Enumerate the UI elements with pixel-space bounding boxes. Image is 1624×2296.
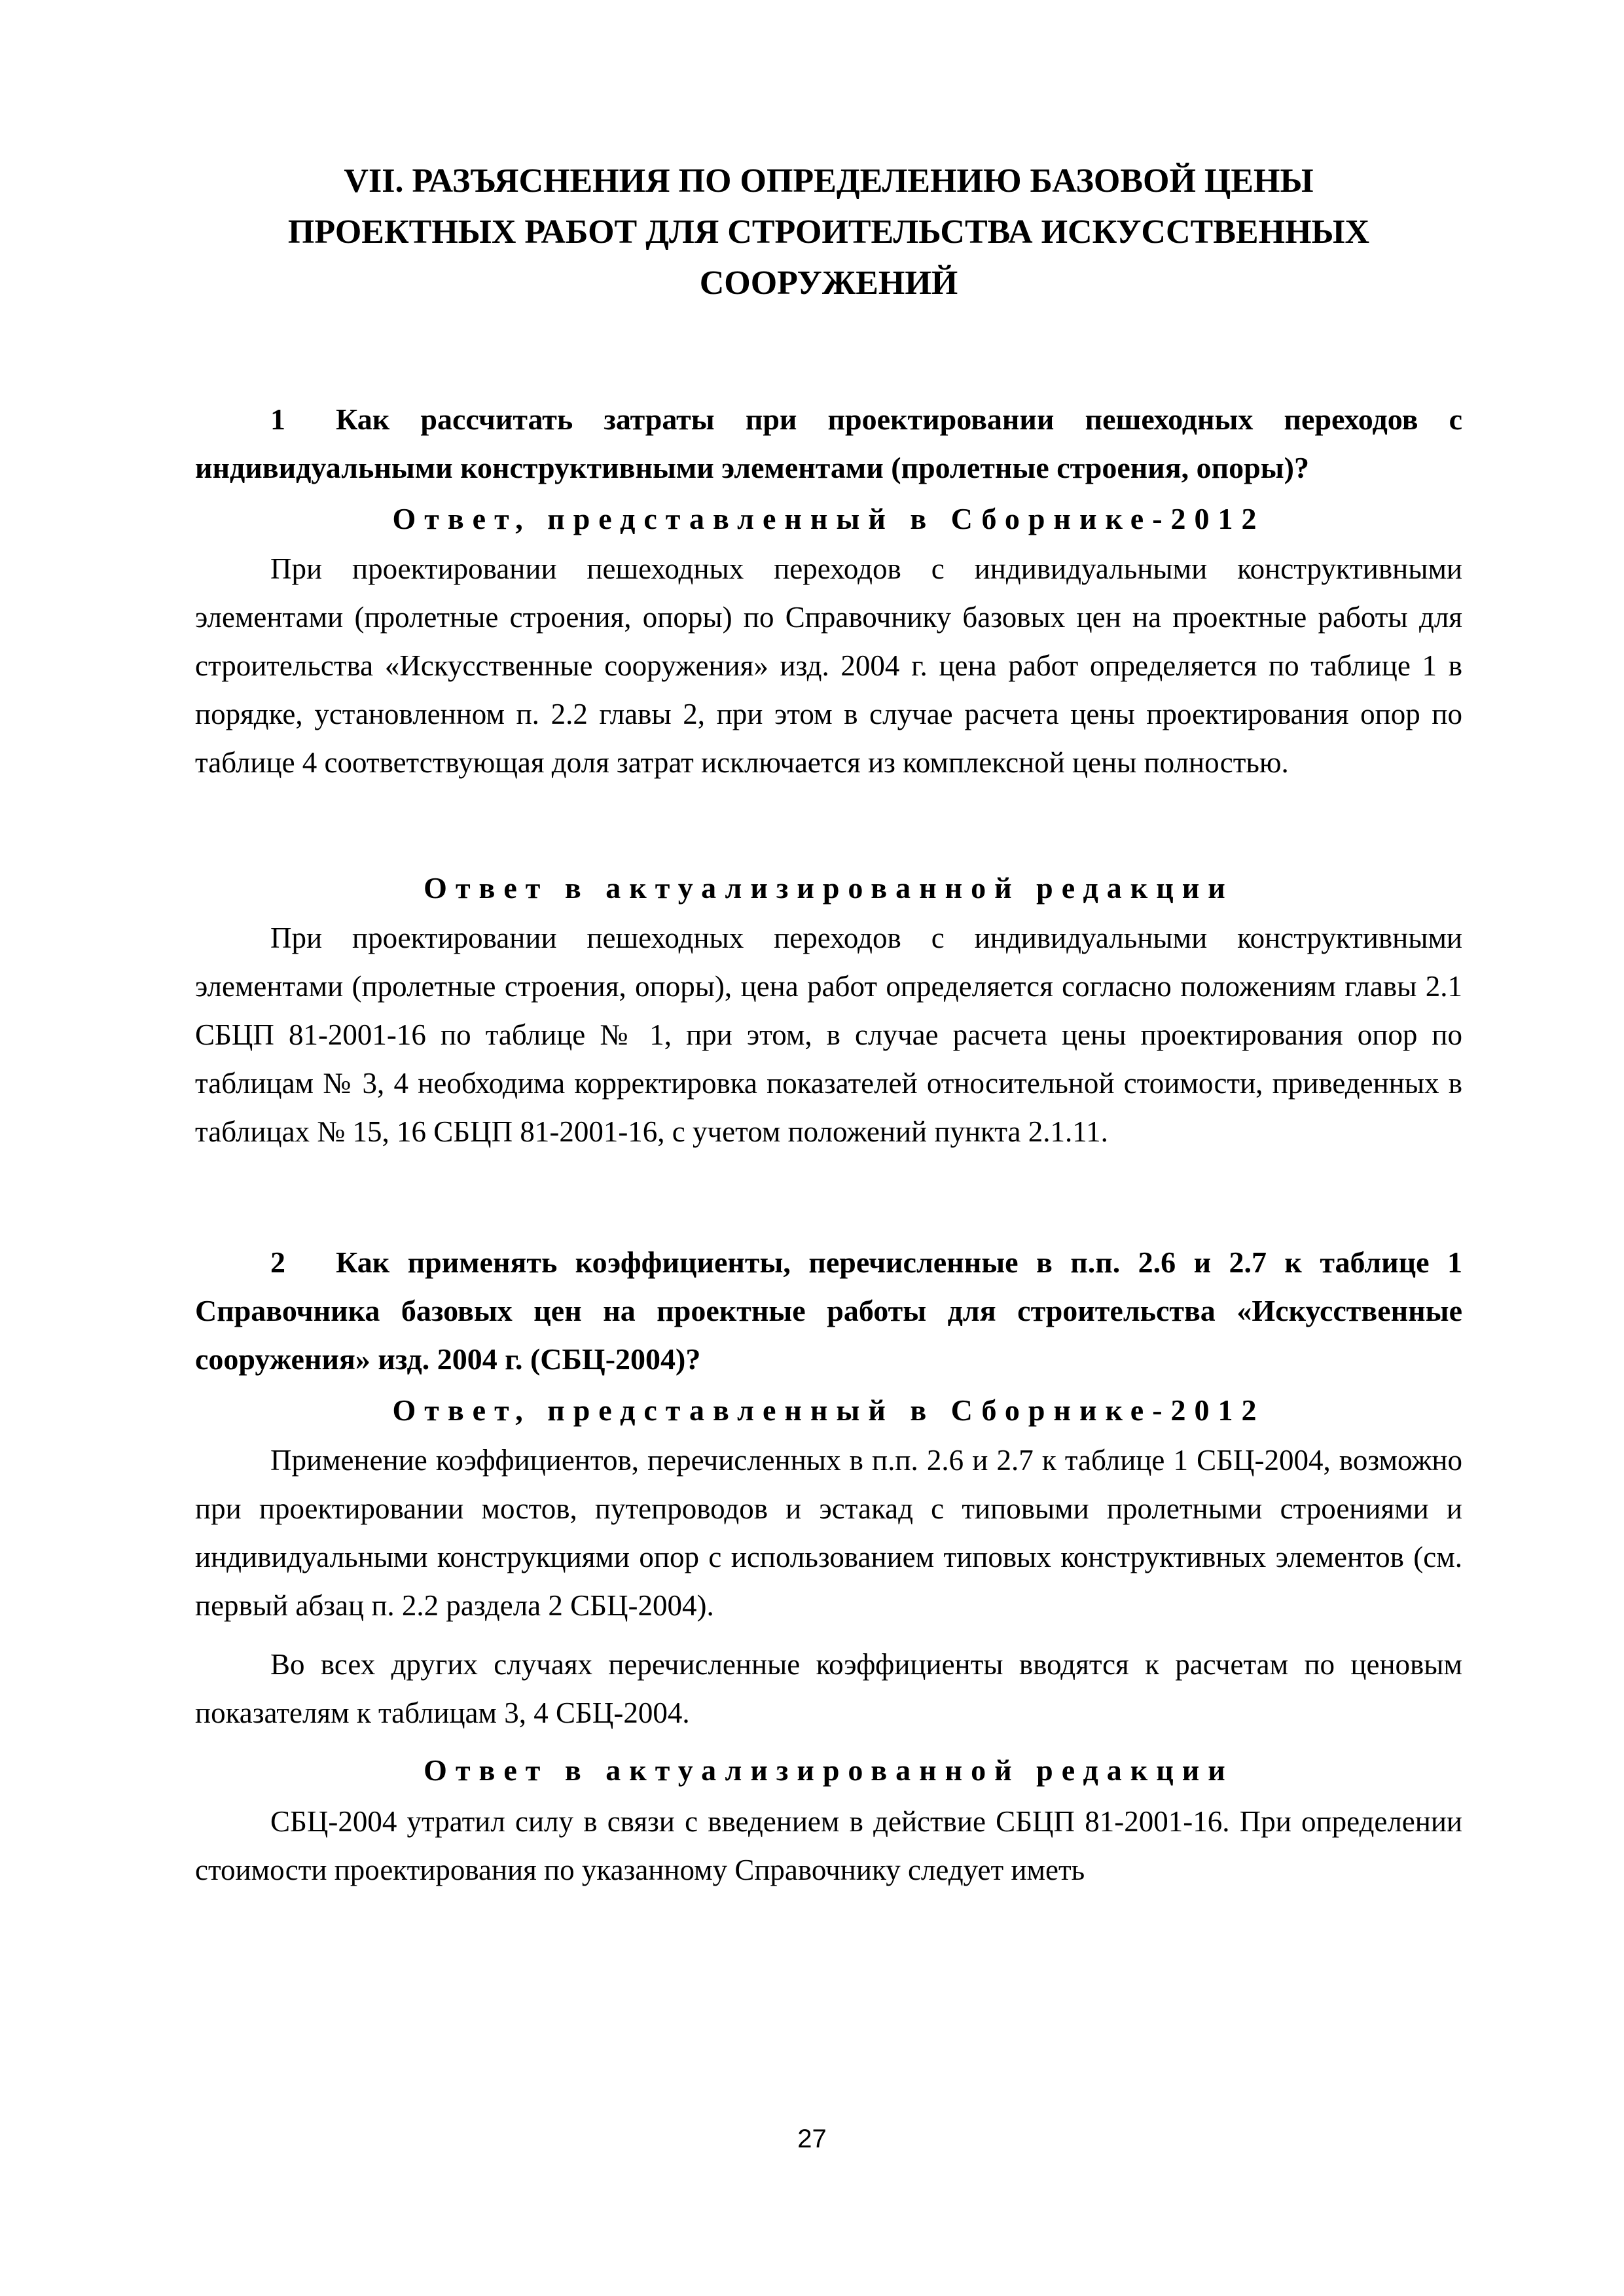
question-1-text: Как рассчитать затраты при проектировании пешеходных переходов с индивидуальными конструктивными элементами (пролетные строения, опоры)? [195, 403, 1462, 484]
q1-answer-2012-heading: Ответ, представленный в Сборнике-2012 [392, 502, 1265, 535]
q2-answer-updated-paragraph-1: СБЦ-2004 утратил силу в связи с введением в действие СБЦП 81-2001-16. При определении стоимости проектирования по указанному Справочнику следует иметь [195, 1805, 1462, 1886]
question-2 [195, 1238, 1462, 1384]
q2-answer-updated-heading: Ответ в актуализированной редакции [424, 1753, 1234, 1787]
q1-answer-updated-heading: Ответ в актуализированной редакции [424, 871, 1234, 905]
q1-answer-updated-paragraph-1: При проектировании пешеходных переходов с индивидуальными конструктивными элементами (пролетные строения, опоры), цена работ определяется согласно положениям главы 2.1 СБЦП 81-2001-16 по таблице № 1, при этом, в случае расчета цены проектирования опор по таблицам № 3, 4 необходима корректировка показателей относительной стоимости, приведенных в таблицах № 15, 16 СБЦП 81-2001-16, с учетом положений пункта 2.1.11. [195, 922, 1462, 1148]
page-content [195, 156, 1462, 1894]
q1-answer-2012-paragraph-1: При проектировании пешеходных переходов с индивидуальными конструктивными элементами (пролетные строения, опоры) по Справочнику базовых цен на проектные работы для строительства «Искусственные сооружения» изд. 2004 г. цена работ определяется по таблице 1 в порядке, установленном п. 2.2 главы 2, при этом в случае расчета цены проектирования опор по таблице 4 соответствующая доля затрат исключается из комплексной цены полностью. [195, 552, 1462, 779]
chapter-title-line-3: СООРУЖЕНИЙ [699, 264, 958, 302]
question-1-number: 1 [270, 403, 285, 436]
chapter-title-line-2: ПРОЕКТНЫХ РАБОТ ДЛЯ СТРОИТЕЛЬСТВА ИСКУССТВЕННЫХ [287, 213, 1370, 251]
chapter-title-line-1: VII. РАЗЪЯСНЕНИЯ ПО ОПРЕДЕЛЕНИЮ БАЗОВОЙ ЦЕНЫ [344, 162, 1314, 200]
page-number: 27 [797, 2125, 827, 2153]
question-2-text: Как применять коэффициенты, перечисленные в п.п. 2.6 и 2.7 к таблице 1 Справочника базовых цен на проектные работы для строительства «Искусственные сооружения» изд. 2004 г. (СБЦ-2004)? [195, 1246, 1462, 1376]
question-1 [195, 395, 1462, 492]
q2-answer-2012-paragraph-1: Применение коэффициентов, перечисленных в п.п. 2.6 и 2.7 к таблице 1 СБЦ-2004, возможно при проектировании мостов, путепроводов и эстакад с типовыми пролетными строениями и индивидуальными конструкциями опор с использованием типовых конструктивных элементов (см. первый абзац п. 2.2 раздела 2 СБЦ-2004). [195, 1444, 1462, 1622]
q2-answer-2012-heading: Ответ, представленный в Сборнике-2012 [392, 1393, 1265, 1427]
q2-answer-2012-paragraph-2: Во всех других случаях перечисленные коэффициенты вводятся к расчетам по ценовым показателям к таблицам 3, 4 СБЦ-2004. [195, 1648, 1462, 1729]
question-2-number: 2 [270, 1246, 285, 1279]
chapter-title [195, 156, 1462, 309]
